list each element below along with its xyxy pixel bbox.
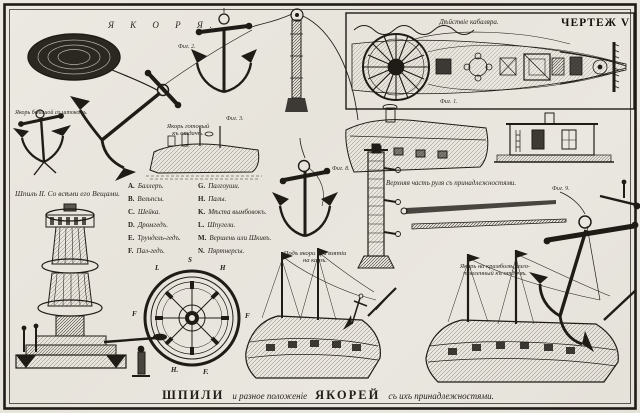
legend-label: Дромгедъ. (137, 221, 168, 229)
main-caption-mid1: и разное положенiе (232, 391, 308, 401)
legend-key: H. (198, 195, 206, 203)
drumhead-letter-F-left: F (132, 310, 137, 318)
drumhead-letter-S: S (188, 256, 192, 264)
caption-cat-line1: Подъ якори при взятiи (283, 250, 347, 257)
figure-hull-side-view (346, 105, 488, 173)
legend-key: L. (198, 221, 205, 229)
sheet-number-label: ЧЕРТЕЖ V (561, 17, 631, 29)
drumhead-letter-F-right: F (245, 312, 250, 320)
legend-key: F. (128, 247, 134, 255)
caption-cathead-line2: товленный къ отдачѣ. (463, 270, 527, 278)
caption-cathead-anchor (432, 263, 558, 278)
figure-anchor-hanging (272, 138, 338, 236)
fig-label-3: Фиг. 3. (226, 116, 244, 122)
drumhead-letter-H-bottom: H. (171, 366, 179, 374)
drumhead-letter-L: L (155, 264, 160, 272)
figure-deckhouse (494, 113, 614, 162)
legend-label: Шпугели. (207, 221, 236, 229)
legend-label: Шейка. (137, 208, 161, 216)
main-caption-word-yakorei: ЯКОРЕЙ (315, 388, 381, 402)
caption-kabalyar: Дѣйствiе кабаляра. (439, 18, 499, 26)
legend-label: Вершень или Шкивъ. (209, 234, 272, 242)
figure-rope-coil (28, 34, 157, 90)
plate-main-caption (100, 386, 560, 404)
fig-label-1: Фиг. 1. (440, 99, 458, 105)
legend-key: K. (198, 208, 206, 216)
legend-key: D. (128, 221, 135, 229)
figure-drumhead-top-view (145, 271, 239, 365)
drumhead-letter-H-top: H (220, 264, 226, 272)
caption-cathead-line1: Якорь на крамболѣ, изго- (459, 263, 531, 270)
legend-label: Пал-гедъ. (136, 247, 165, 255)
legend-key: M. (198, 234, 207, 242)
legend-key: C. (128, 208, 135, 216)
caption-anchor-ready (150, 123, 226, 138)
caption-capstan: Шпиль II. Со всѣми его Вещами. (15, 189, 121, 198)
caption-rudder: Верхняя часть руля съ принадлежностями. (386, 179, 517, 187)
legend-label: Палы. (208, 195, 227, 203)
legend-label: Мѣста вымбовокъ. (208, 208, 267, 216)
legend-label: Баллеръ. (137, 182, 164, 190)
legend-key: B. (128, 195, 135, 203)
figure-hoist-device (250, 9, 358, 120)
legend-key: G. (198, 182, 206, 190)
caption-anchor-ready-line1: Якорь готовый (166, 123, 210, 130)
legend-label: Палгоуши. (208, 182, 240, 190)
caption-anchor-left: Якорь большой со штокомъ. (15, 110, 88, 116)
fig-label-2: Фиг. 2. (178, 44, 196, 50)
main-caption-word-shpili: ШПИЛИ (162, 388, 225, 402)
fig-label-9: Фиг. 9. (552, 186, 570, 192)
drumhead-letter-F-bottom: F. (203, 368, 209, 376)
caption-anchor-ready-line2: къ отдачѣ. (172, 130, 204, 138)
figure-anchor-grapnel (13, 110, 71, 175)
main-caption-mid2: съ ихъ принадлежностями. (388, 391, 494, 401)
legend-label: Трундель-гедъ. (137, 234, 181, 242)
caption-cat-line2: на катъ. (303, 257, 327, 265)
title-anchors: Я К О Р Я. (108, 20, 220, 30)
legend-key: N. (198, 247, 205, 255)
legend-label: Вельпсы. (137, 195, 164, 203)
legend-key: A. (128, 182, 135, 190)
legend-label: Пяртнерсы. (207, 247, 245, 255)
caption-cat-anchor (252, 250, 378, 265)
legend-key: E. (128, 234, 135, 242)
fig-label-8: Фиг. 8. (332, 166, 350, 172)
